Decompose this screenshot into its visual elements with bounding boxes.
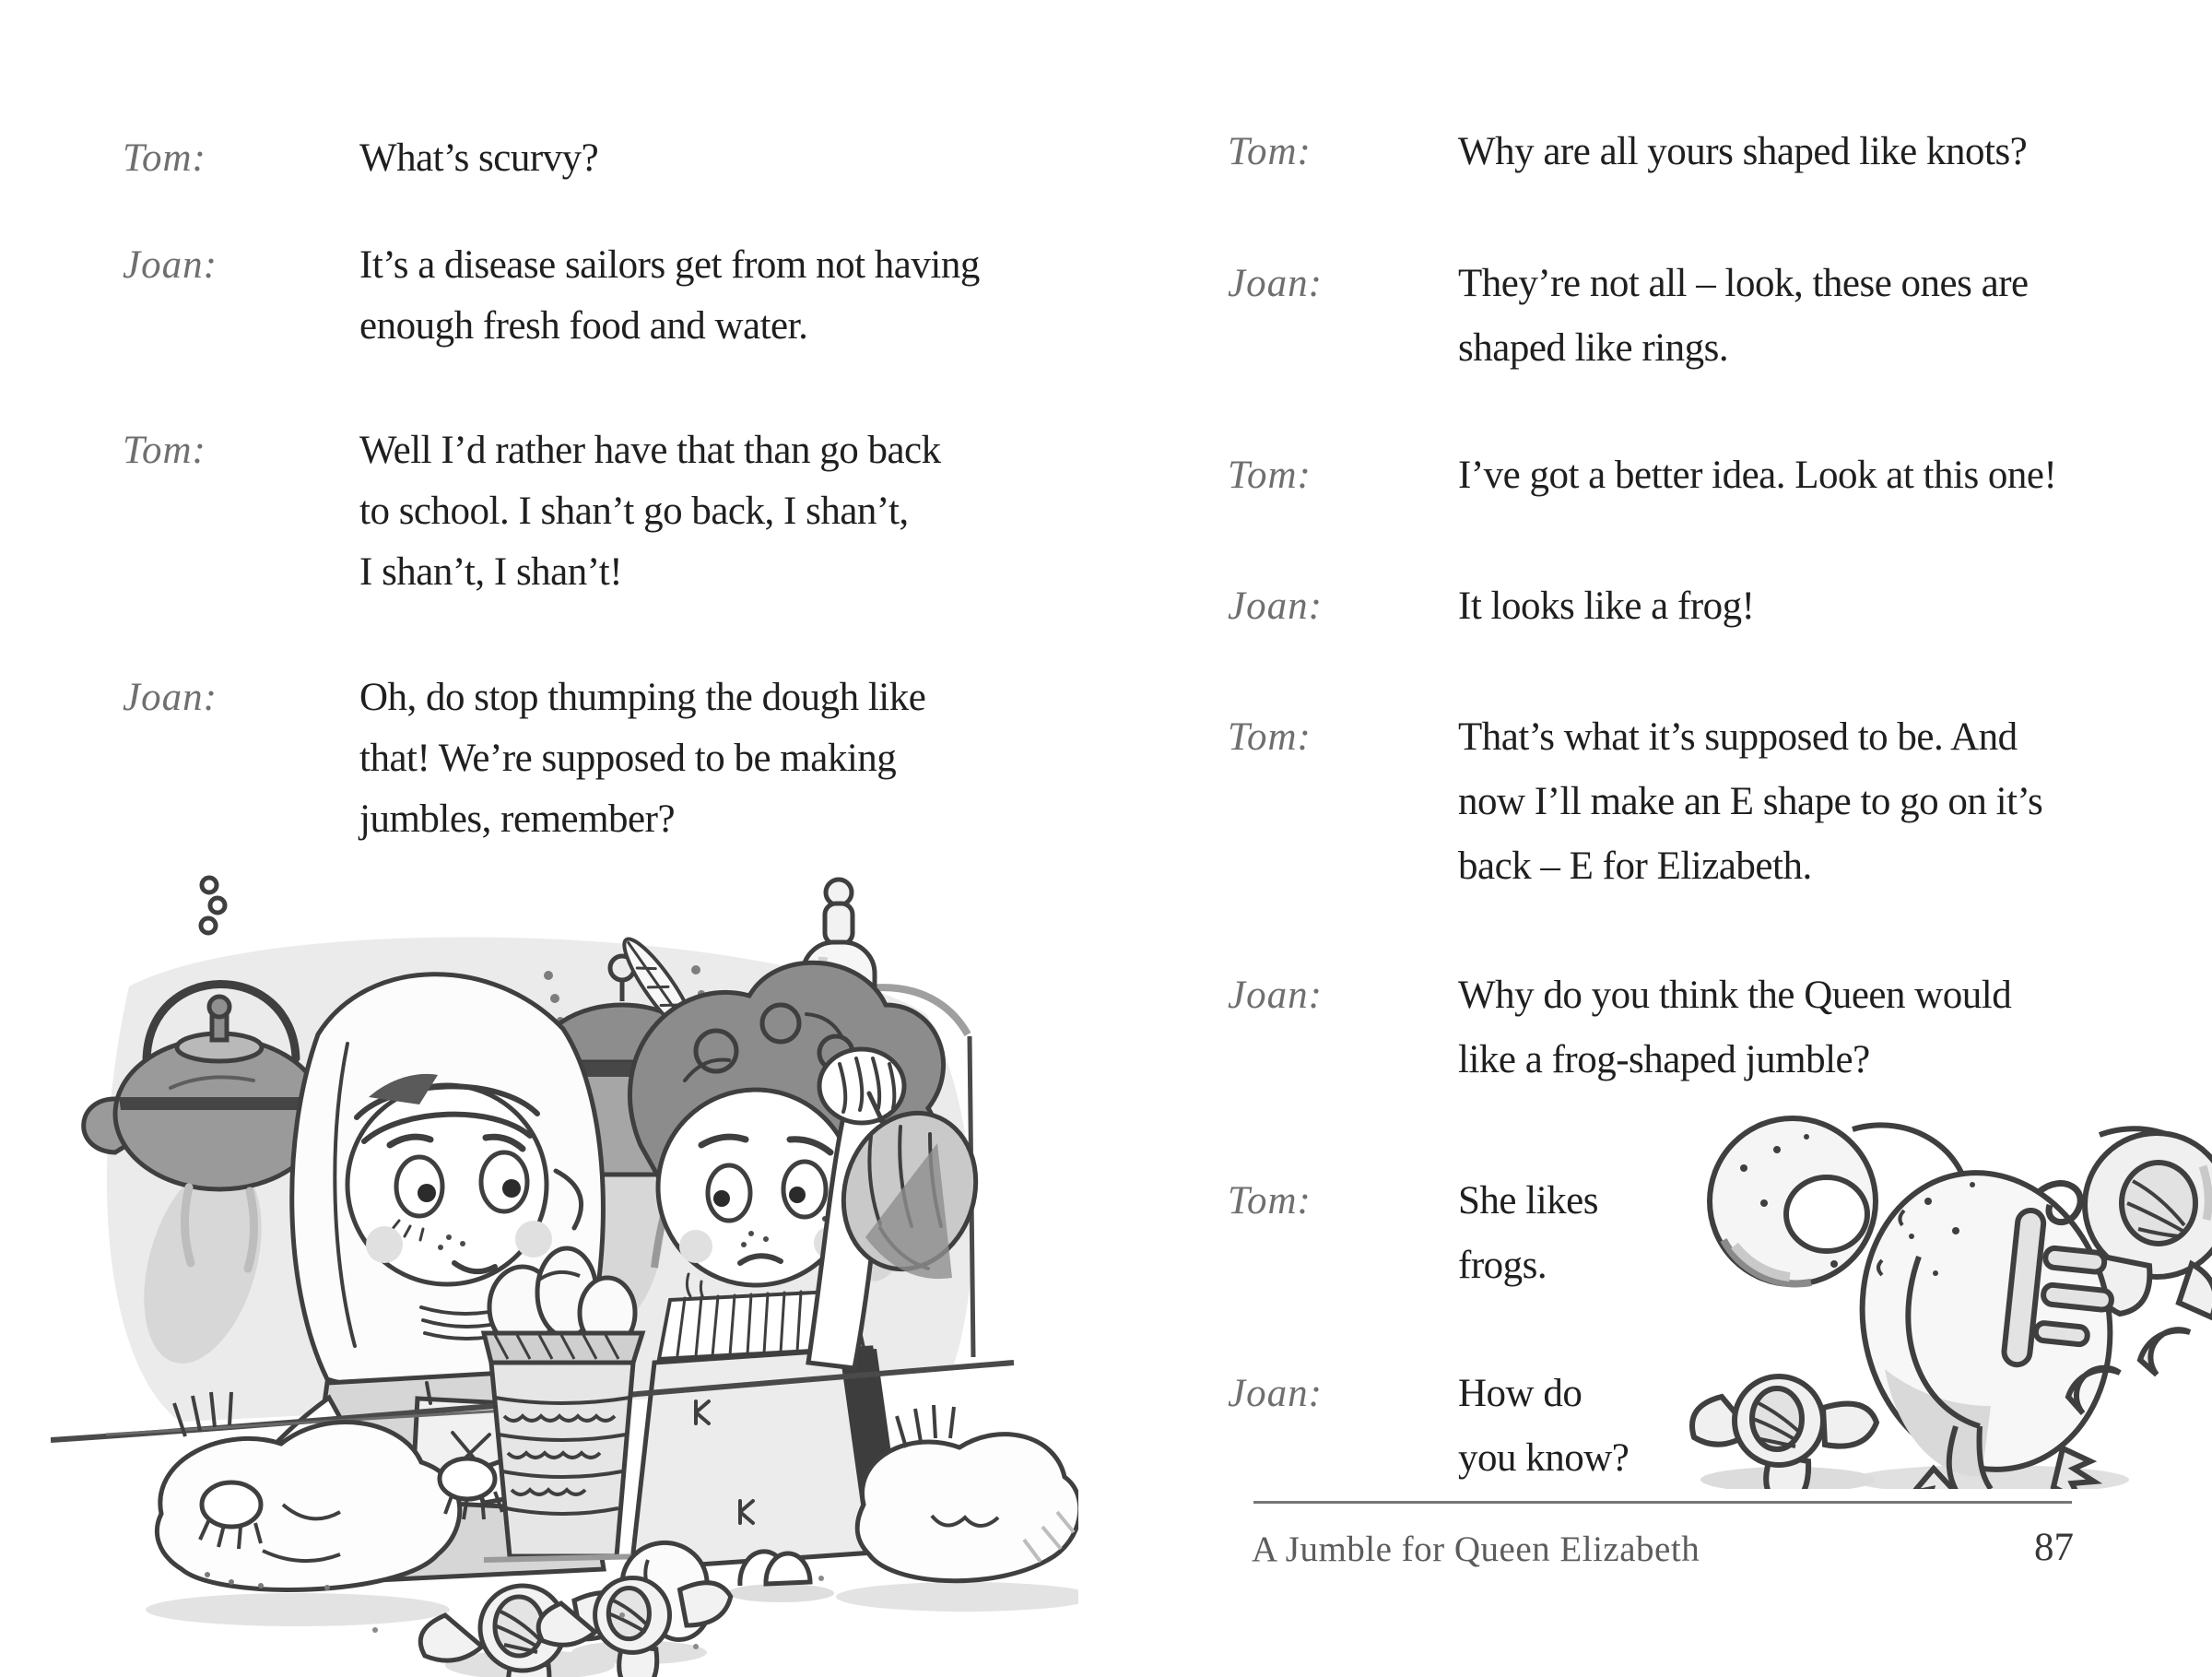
dialogue-line: enough fresh food and water.: [359, 304, 808, 348]
dialogue-line: Well I’d rather have that than go back: [359, 429, 941, 472]
speaker-label: Joan:: [1228, 585, 1323, 628]
speaker-label: Joan:: [1228, 974, 1323, 1017]
frog-jumble-illustration: [1687, 1092, 2212, 1489]
dialogue-line: now I’ll make an E shape to go on it’s: [1458, 780, 2043, 823]
speaker-label: Joan:: [1228, 262, 1323, 305]
dialogue-line: you know?: [1458, 1436, 1630, 1480]
speaker-label: Joan:: [1228, 1372, 1323, 1415]
footer-rule: [1253, 1501, 2072, 1504]
speaker-label: Tom:: [123, 429, 206, 472]
dialogue-line: I shan’t, I shan’t!: [359, 550, 623, 594]
knot-jumble-icon: [1692, 1376, 1877, 1489]
children-baking-illustration: [51, 867, 1078, 1677]
dialogue-line: to school. I shan’t go back, I shan’t,: [359, 490, 909, 533]
dialogue-line: That’s what it’s supposed to be. And: [1458, 715, 2018, 759]
dialogue-line: Why do you think the Queen would: [1458, 974, 2012, 1017]
dialogue-line: like a frog-shaped jumble?: [1458, 1038, 1870, 1081]
dialogue-line: that! We’re supposed to be making: [359, 737, 897, 780]
dialogue-line: Oh, do stop thumping the dough like: [359, 676, 926, 719]
dialogue-line: What’s scurvy?: [359, 136, 599, 180]
speaker-label: Tom:: [1228, 130, 1312, 173]
speaker-label: Joan:: [123, 243, 218, 287]
basket-icon: [484, 1333, 650, 1560]
speaker-label: Tom:: [123, 136, 206, 180]
speaker-label: Joan:: [123, 676, 218, 719]
page-number: 87: [2034, 1526, 2074, 1569]
dialogue-line: I’ve got a better idea. Look at this one!: [1458, 454, 2057, 497]
dialogue-line: It’s a disease sailors get from not having: [359, 243, 980, 287]
dialogue-line: shaped like rings.: [1458, 326, 1729, 370]
dialogue-line: She likes: [1458, 1179, 1598, 1222]
speaker-label: Tom:: [1228, 1179, 1312, 1222]
chapter-title: A Jumble for Queen Elizabeth: [1252, 1529, 1700, 1569]
dialogue-line: back – E for Elizabeth.: [1458, 844, 1812, 888]
dialogue-line: How do: [1458, 1372, 1583, 1415]
dialogue-line: They’re not all – look, these ones are: [1458, 262, 2029, 305]
dialogue-line: Why are all yours shaped like knots?: [1458, 130, 2028, 173]
dialogue-line: frogs.: [1458, 1244, 1547, 1287]
speaker-label: Tom:: [1228, 715, 1312, 759]
dialogue-line: jumbles, remember?: [359, 797, 676, 841]
dialogue-line: It looks like a frog!: [1458, 585, 1755, 628]
speaker-label: Tom:: [1228, 454, 1312, 497]
